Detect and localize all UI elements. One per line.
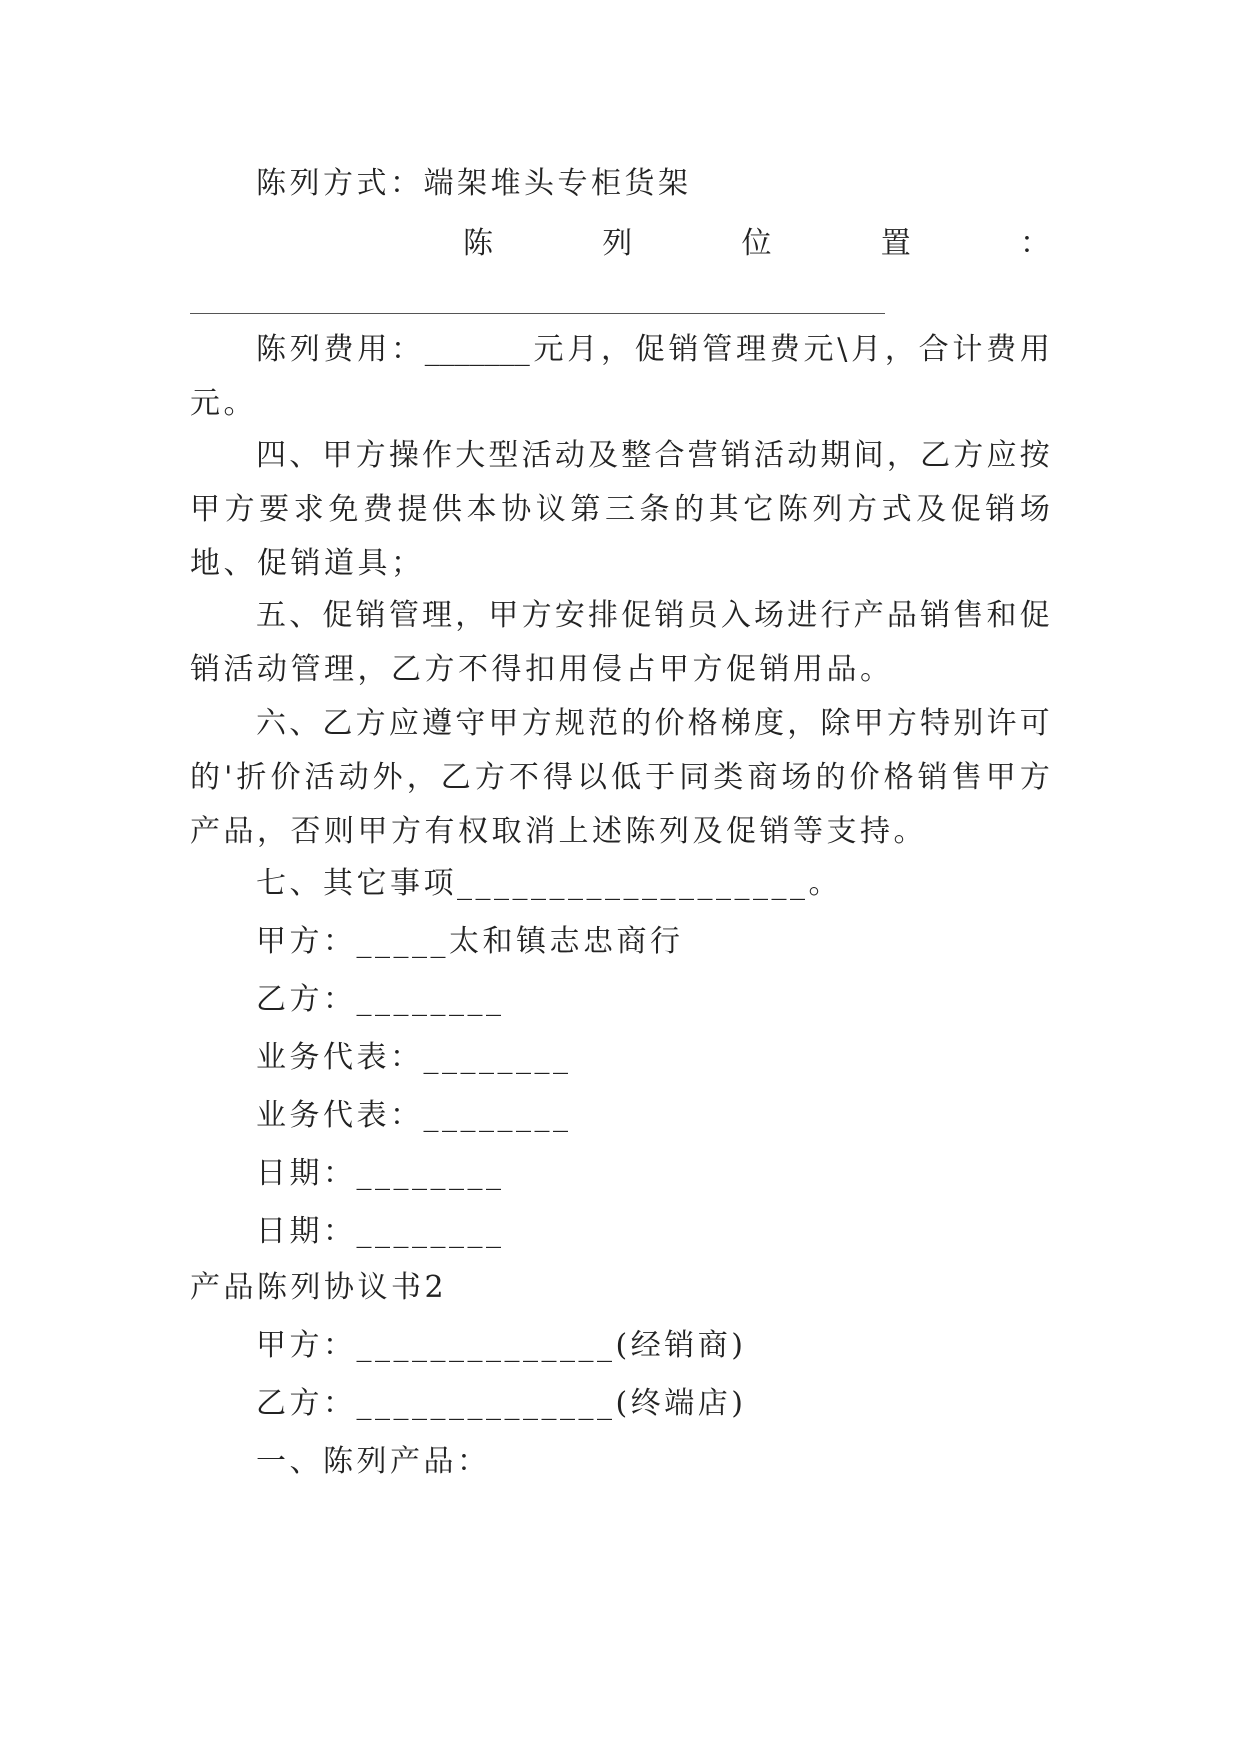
clause-6-char: 应 [388,706,419,741]
clause-6-char: 商 [747,760,778,795]
clause-5-char: ， [455,598,486,633]
clause-4-line-2 [190,490,1050,530]
clause-4-char: 方 [224,492,255,527]
clause-4-char: 甲 [322,438,353,473]
display-fee-char: _______ [424,332,530,367]
clause-6-char: 类 [713,760,744,795]
clause-4-char: 方 [355,438,386,473]
clause-4-char: ， [886,438,917,473]
display-fee-char: 促 [634,332,665,367]
clause-6-char: 乙 [322,706,353,741]
clause-5-char: 促 [1019,598,1050,633]
display-position-line [463,224,1050,264]
clause-6-char: 格 [687,706,718,741]
clause-5-char: 甲 [488,598,519,633]
clause-4-char: 及 [588,438,619,473]
display-fee-char: ， [601,332,631,367]
clause-5-char: 五 [256,598,286,633]
clause-6-char: 方 [1019,760,1050,795]
clause-4-char: 协 [501,492,532,527]
display-position-char: 陈 [463,226,493,261]
clause-6-char: 格 [883,760,914,795]
clause-4-line-1 [256,436,1050,476]
clause-4-char: 销 [720,438,751,473]
display-fee-char: 理 [736,332,766,367]
agreement-2-party-a: 甲方：______________(经销商) [256,1328,747,1363]
clause-6-char: 许 [986,706,1017,741]
clause-4-char: 整 [621,438,652,473]
clause-4-char: 操 [388,438,419,473]
display-fee-char: 计 [952,332,983,367]
clause-4-line-3: 地、促销道具； [190,546,425,581]
clause-4-char: 供 [432,492,463,527]
display-fee-char: 列 [289,332,320,367]
party-b-signature: 乙方：________ [256,982,505,1017]
clause-6-char: 甲 [488,706,519,741]
business-rep-1: 业务代表：________ [256,1040,572,1075]
date-1: 日期：________ [256,1156,505,1191]
clause-6-char: 甲 [853,706,884,741]
display-fee-char: 用 [1019,332,1050,367]
clause-6-char: 别 [953,706,984,741]
clause-6-char: 低 [611,760,642,795]
clause-4-char: 活 [521,438,552,473]
clause-4-char: 大 [455,438,486,473]
clause-6-char: 价 [270,760,301,795]
clause-5-char: 产 [853,598,884,633]
clause-7-line: 七、其它事项___________________。 [256,866,842,901]
clause-5-char: 管 [388,598,419,633]
clause-6-char: 场 [781,760,812,795]
clause-4-char: 甲 [190,492,220,527]
clause-6-char: 可 [1019,706,1050,741]
clause-6-char: 得 [542,760,573,795]
clause-5-char: 场 [754,598,785,633]
clause-6-char: 以 [577,760,607,795]
clause-6-char: 方 [355,706,386,741]
display-fee-char: 元 [533,332,564,367]
clause-4-char: 按 [1019,438,1050,473]
clause-6-char: 折 [236,760,267,795]
clause-4-char: 议 [535,492,566,527]
display-fee-char: 用 [357,332,388,367]
clause-6-char: 范 [588,706,619,741]
agreement-2-title: 产品陈列协议书2 [190,1270,448,1305]
clause-6-char: 特 [920,706,951,741]
clause-6-char: 价 [654,706,685,741]
clause-4-char: 它 [743,492,774,527]
clause-4-char: 及 [916,492,947,527]
clause-5-char: 员 [687,598,718,633]
clause-4-char: 其 [708,492,739,527]
party-a-signature: 甲方：_____太和镇志忠商行 [256,924,684,959]
display-fee-char: 销 [668,332,699,367]
clause-4-char: 应 [986,438,1017,473]
clause-6-char: 于 [645,760,676,795]
clause-6-char: ， [787,706,818,741]
display-position-char: 列 [602,226,633,261]
clause-5-char: 进 [787,598,818,633]
clause-5-char: 品 [886,598,917,633]
clause-4-char: 列 [812,492,843,527]
clause-4-char: 条 [639,492,670,527]
clause-5-line-2: 销活动管理，乙方不得扣用侵占甲方促销用品。 [190,652,894,687]
clause-6-char: 活 [304,760,335,795]
clause-6-char: 的 [621,706,652,741]
clause-6-line-2 [190,758,1050,798]
clause-6-char: 六 [256,706,286,741]
clause-4-char: 、 [289,438,320,473]
clause-5-char: 行 [820,598,851,633]
clause-6-char: 方 [521,706,552,741]
display-fee-line-2: 元。 [190,386,257,421]
clause-6-char: 方 [474,760,505,795]
clause-5-char: 理 [422,598,453,633]
display-fee-char: 费 [323,332,354,367]
clause-4-char: 三 [604,492,635,527]
clause-5-char: 促 [322,598,353,633]
display-position-char: 置 [880,226,911,261]
display-fee-char: 费 [986,332,1017,367]
display-method-line: 陈列方式：端架堆头专柜货架 [256,166,692,201]
display-position-char: 位 [741,226,772,261]
clause-4-char: 促 [950,492,981,527]
clause-6-char: ' [224,760,233,795]
clause-4-char: 的 [674,492,705,527]
clause-5-line-1 [256,596,1050,636]
clause-4-char: 费 [362,492,393,527]
clause-4-char: 营 [687,438,718,473]
clause-4-char: 本 [466,492,497,527]
clause-4-char: 求 [293,492,324,527]
clause-6-char: 梯 [720,706,751,741]
clause-4-char: 间 [853,438,884,473]
display-fee-char: 陈 [256,332,286,367]
clause-5-char: 售 [953,598,984,633]
agreement-2-section-1: 一、陈列产品： [256,1444,491,1479]
clause-6-char: 动 [338,760,369,795]
clause-6-char: 度 [754,706,785,741]
clause-6-char: 、 [289,706,320,741]
display-fee-char: 月 [567,332,598,367]
display-fee-char: ： [391,332,421,367]
clause-4-char: 免 [328,492,359,527]
clause-6-char: 同 [679,760,710,795]
clause-5-char: 安 [554,598,585,633]
clause-5-char: 入 [720,598,751,633]
display-fee-char: 费 [769,332,800,367]
clause-4-char: 型 [488,438,519,473]
clause-5-char: 、 [289,598,320,633]
clause-6-line-1 [256,704,1050,744]
clause-4-char: 期 [820,438,851,473]
clause-6-char: 乙 [440,760,471,795]
clause-4-char: 作 [422,438,453,473]
clause-4-char: 提 [397,492,428,527]
clause-6-char: 外 [372,760,403,795]
agreement-2-party-b: 乙方：______________(终端店) [256,1386,747,1421]
clause-4-char: 动 [787,438,818,473]
clause-5-char: 和 [986,598,1017,633]
clause-6-char: 销 [917,760,948,795]
clause-6-char: 不 [508,760,539,795]
clause-4-char: 四 [256,438,286,473]
display-fee-char: \ [837,332,848,367]
clause-5-char: 促 [621,598,652,633]
business-rep-2: 业务代表：________ [256,1098,572,1133]
clause-6-char: 除 [820,706,851,741]
clause-4-char: 式 [881,492,912,527]
clause-4-char: 陈 [777,492,808,527]
clause-4-char: 活 [754,438,785,473]
display-fee-char: 合 [918,332,949,367]
clause-4-char: 动 [554,438,585,473]
clause-5-char: 方 [521,598,552,633]
clause-6-char: 的 [815,760,846,795]
clause-6-char: 售 [951,760,982,795]
display-fee-char: 管 [702,332,733,367]
display-position-char: ： [1020,226,1050,261]
clause-4-char: 合 [654,438,685,473]
date-2: 日期：________ [256,1214,505,1249]
clause-4-char: 销 [985,492,1016,527]
clause-4-char: 方 [846,492,877,527]
display-position-underline [190,313,885,314]
clause-6-char: 遵 [422,706,453,741]
clause-4-char: 要 [259,492,290,527]
display-fee-char: ， [884,332,915,367]
clause-4-char: 乙 [920,438,951,473]
clause-6-line-3: 产品，否则甲方有权取消上述陈列及促销等支持。 [190,814,927,849]
display-fee-char: 月 [851,332,882,367]
clause-6-char: 守 [455,706,486,741]
display-fee-char: 元 [803,332,834,367]
clause-4-char: 场 [1019,492,1050,527]
clause-6-char: ， [406,760,437,795]
clause-5-char: 销 [355,598,386,633]
clause-5-char: 销 [654,598,685,633]
clause-6-char: 的 [190,760,220,795]
clause-5-char: 销 [920,598,951,633]
clause-6-char: 方 [886,706,917,741]
clause-6-char: 价 [849,760,880,795]
clause-5-char: 排 [588,598,619,633]
clause-6-char: 甲 [985,760,1016,795]
clause-4-char: 第 [570,492,601,527]
display-fee-line-1 [256,330,1050,370]
clause-6-char: 规 [554,706,585,741]
clause-4-char: 方 [953,438,984,473]
